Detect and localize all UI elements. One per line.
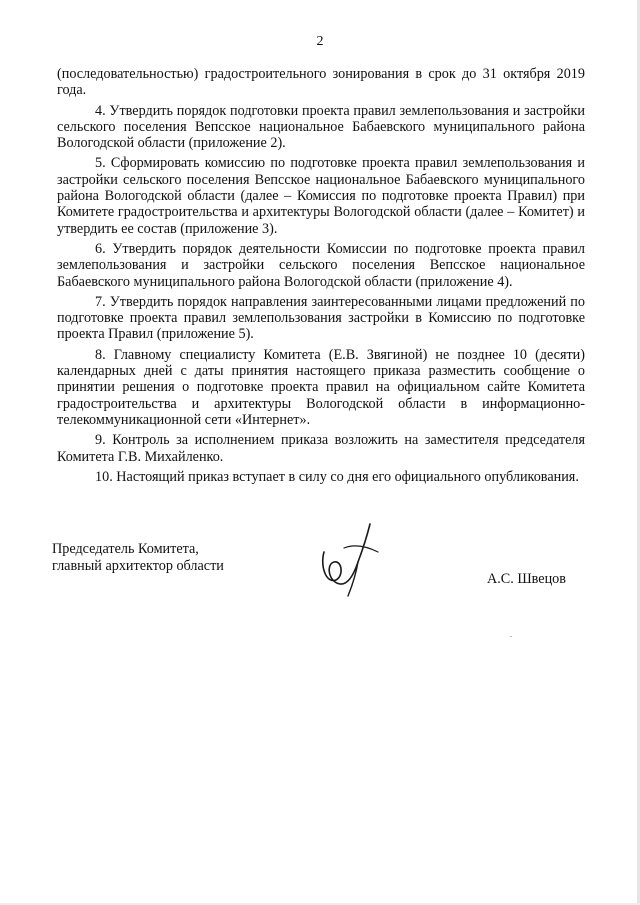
handwritten-signature	[318, 522, 388, 598]
signatory-position-line-1: Председатель Комитета,	[52, 541, 199, 557]
paragraph-continuation: (последовательностью) градостроительного зонирования в срок до 31 октября 2019 года.	[57, 66, 585, 99]
paragraph-item-8: 8. Главному специалисту Комитета (Е.В. Звягиной) не позднее 10 (десяти) календарных дней с даты принятия настоящего приказа разместить сообщение о принятии решения о подготовке проекта правил на официальном сайте Комитета градостроительства и архитектуры Вологодской области в информационно-телекоммуникационной сети «Интернет».	[57, 346, 585, 428]
paragraph-item-7: 7. Утвердить порядок направления заинтересованными лицами предложений по подготовке проекта правил землепользования застройки в Комиссию по подготовке проекта Правил (приложение 5).	[57, 293, 585, 343]
paragraph-item-5: 5. Сформировать комиссию по подготовке проекта правил землепользования и застройки сельского поселения Вепсское национальное Бабаевского муниципального района Вологодской области (далее – Комиссия по подготовке проекта Правил) при Комитете градостроительства и архитектуры Вологодской области (далее – Комитет) и утвердить ее состав (приложение 3).	[57, 155, 585, 237]
document-body	[57, 66, 585, 489]
signatory-position	[52, 541, 224, 575]
paragraph-item-10: 10. Настоящий приказ вступает в силу со дня его официального опубликования.	[95, 468, 579, 485]
paragraph-item-9: 9. Контроль за исполнением приказа возложить на заместителя председателя Комитета Г.В. Михайленко.	[57, 432, 585, 465]
scan-speck	[510, 636, 512, 637]
page-number: 2	[316, 34, 324, 49]
paragraph-item-6: 6. Утвердить порядок деятельности Комиссии по подготовке проекта правил землепользования и застройки сельского поселения Вепсское национальное Бабаевского муниципального района Вологодской области (приложение 4).	[57, 240, 585, 290]
signatory-position-line-2: главный архитектор области	[52, 558, 224, 574]
paragraph-item-4: 4. Утвердить порядок подготовки проекта правил землепользования и застройки сельского поселения Вепсское национальное Бабаевского муниципального района Вологодской области (приложение 2).	[57, 102, 585, 152]
signatory-name: А.С. Швецов	[487, 571, 566, 587]
